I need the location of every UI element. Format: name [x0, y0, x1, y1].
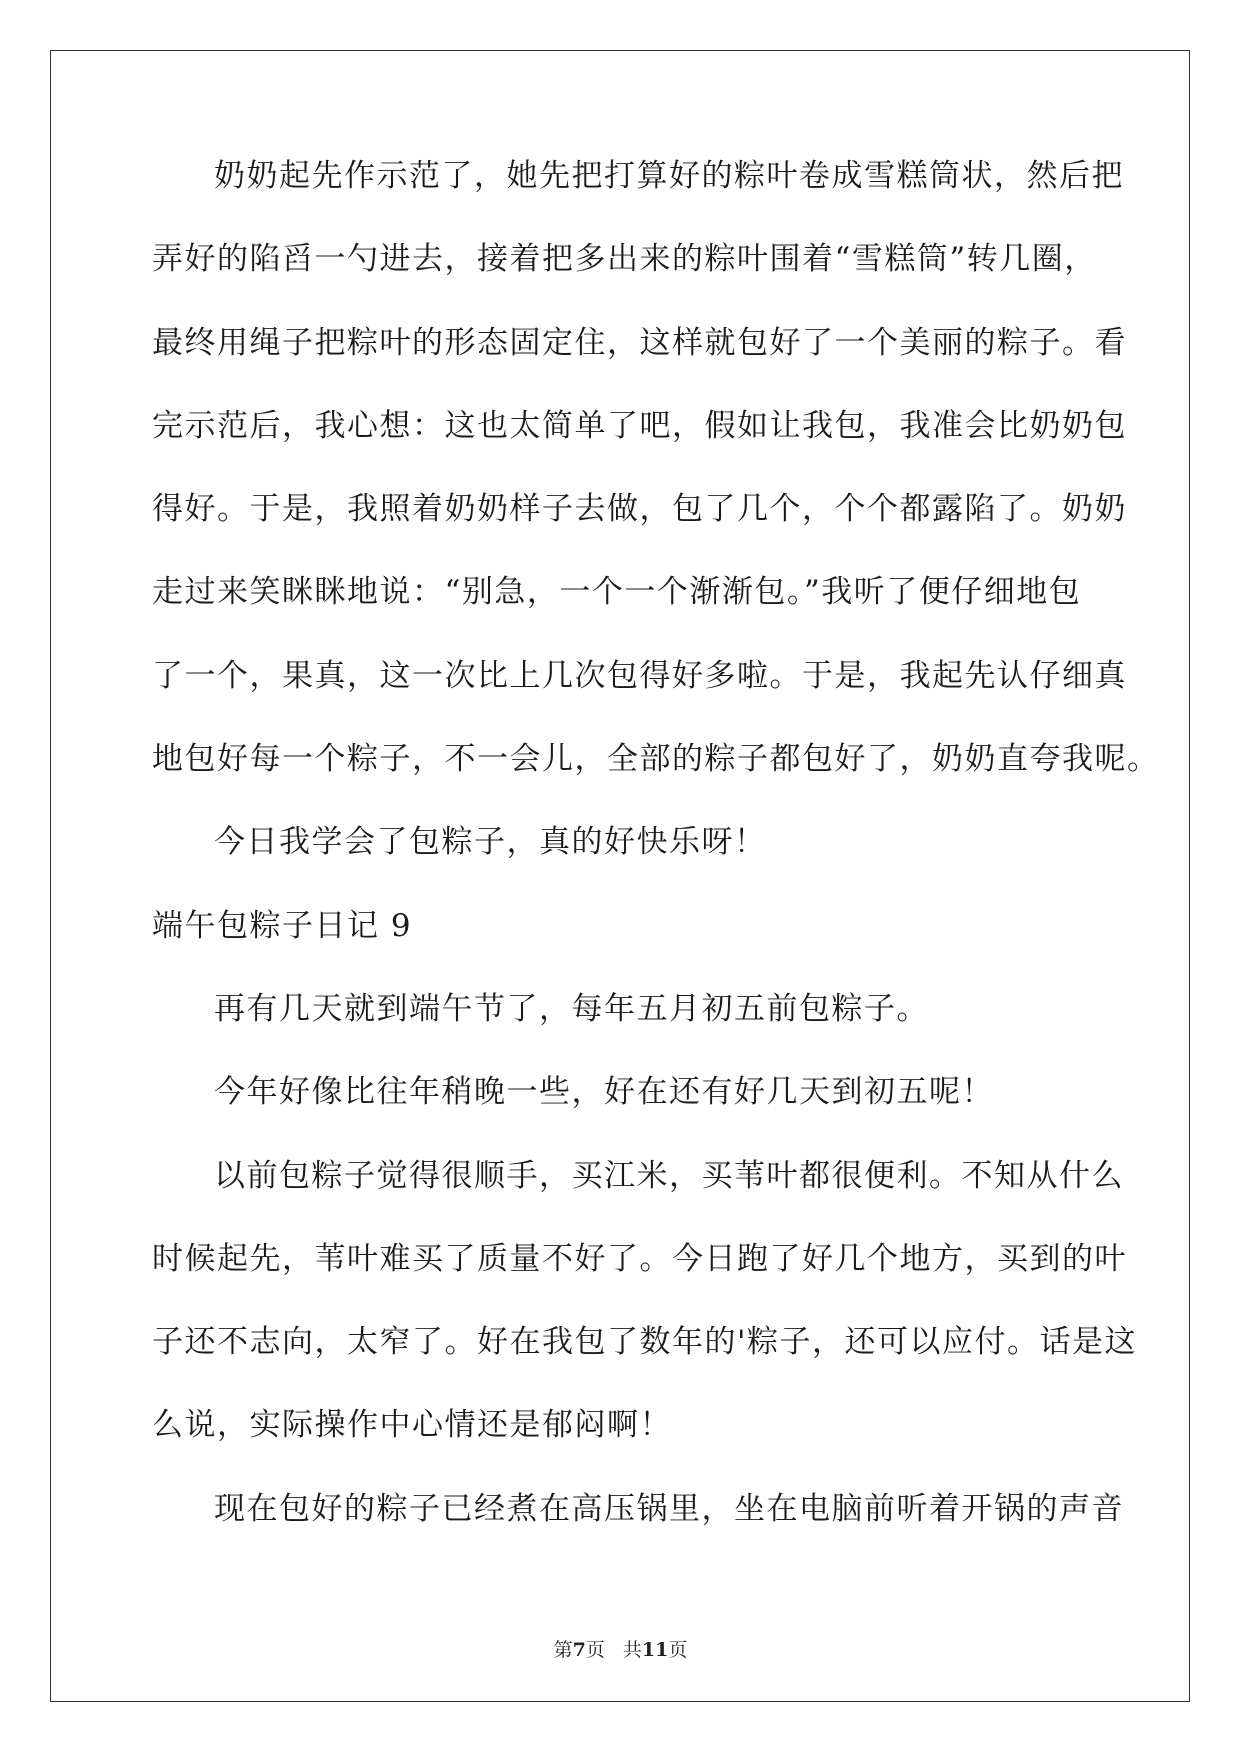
total-suffix: 页 — [668, 1639, 688, 1661]
paragraph-line: 了一个，果真，这一次比上几次包得好多啦。于是，我起先认仔细真 — [152, 657, 1127, 694]
paragraph-line: 走过来笑眯眯地说：“别急，一个一个渐渐包。”我听了便仔细地包 — [152, 574, 1082, 611]
paragraph-line: 子还不志向，太窄了。好在我包了数年的'粽子，还可以应付。话是这 — [152, 1324, 1138, 1361]
page-footer — [0, 1635, 1241, 1662]
paragraph-line: 完示范后，我心想：这也太简单了吧，假如让我包，我准会比奶奶包 — [152, 407, 1127, 444]
paragraph-line: 时候起先，苇叶难买了质量不好了。今日跑了好几个地方，买到的叶 — [152, 1240, 1127, 1277]
page-suffix: 页 — [585, 1639, 605, 1661]
page-prefix: 第 — [553, 1639, 573, 1661]
paragraph-line: 得好。于是，我照着奶奶样子去做，包了几个，个个都露陷了。奶奶 — [152, 491, 1127, 528]
paragraph-line: 再有几天就到端午节了，每年五月初五前包粽子。 — [214, 990, 929, 1027]
page-current: 7 — [572, 1639, 586, 1661]
paragraph-line: 现在包好的粽子已经煮在高压锅里，坐在电脑前听着开锅的声音 — [214, 1490, 1124, 1527]
paragraph-line: 以前包粽子觉得很顺手，买江米，买苇叶都很便利。不知从什么 — [214, 1157, 1124, 1194]
paragraph-line: 今年好像比往年稍晚一些，好在还有好几天到初五呢！ — [214, 1074, 994, 1111]
total-prefix: 共 — [622, 1639, 642, 1661]
paragraph-line: 地包好每一个粽子，不一会儿，全部的粽子都包好了，奶奶直夸我呢。 — [152, 741, 1160, 778]
paragraph-line: 弄好的陷舀一勺进去，接着把多出来的粽叶围着“雪糕筒”转几圈， — [152, 241, 1097, 278]
paragraph-line: 今日我学会了包粽子，真的好快乐呀！ — [214, 824, 767, 861]
paragraph-line: 最终用绳子把粽叶的形态固定住，这样就包好了一个美丽的粽子。看 — [152, 324, 1127, 361]
paragraph-line: 么说，实际操作中心情还是郁闷啊！ — [152, 1407, 672, 1444]
page-total: 11 — [641, 1639, 669, 1661]
document-body — [152, 158, 1160, 1574]
paragraph-line: 奶奶起先作示范了，她先把打算好的粽叶卷成雪糕筒状，然后把 — [214, 158, 1124, 194]
section-heading: 端午包粽子日记 9 — [152, 907, 413, 944]
